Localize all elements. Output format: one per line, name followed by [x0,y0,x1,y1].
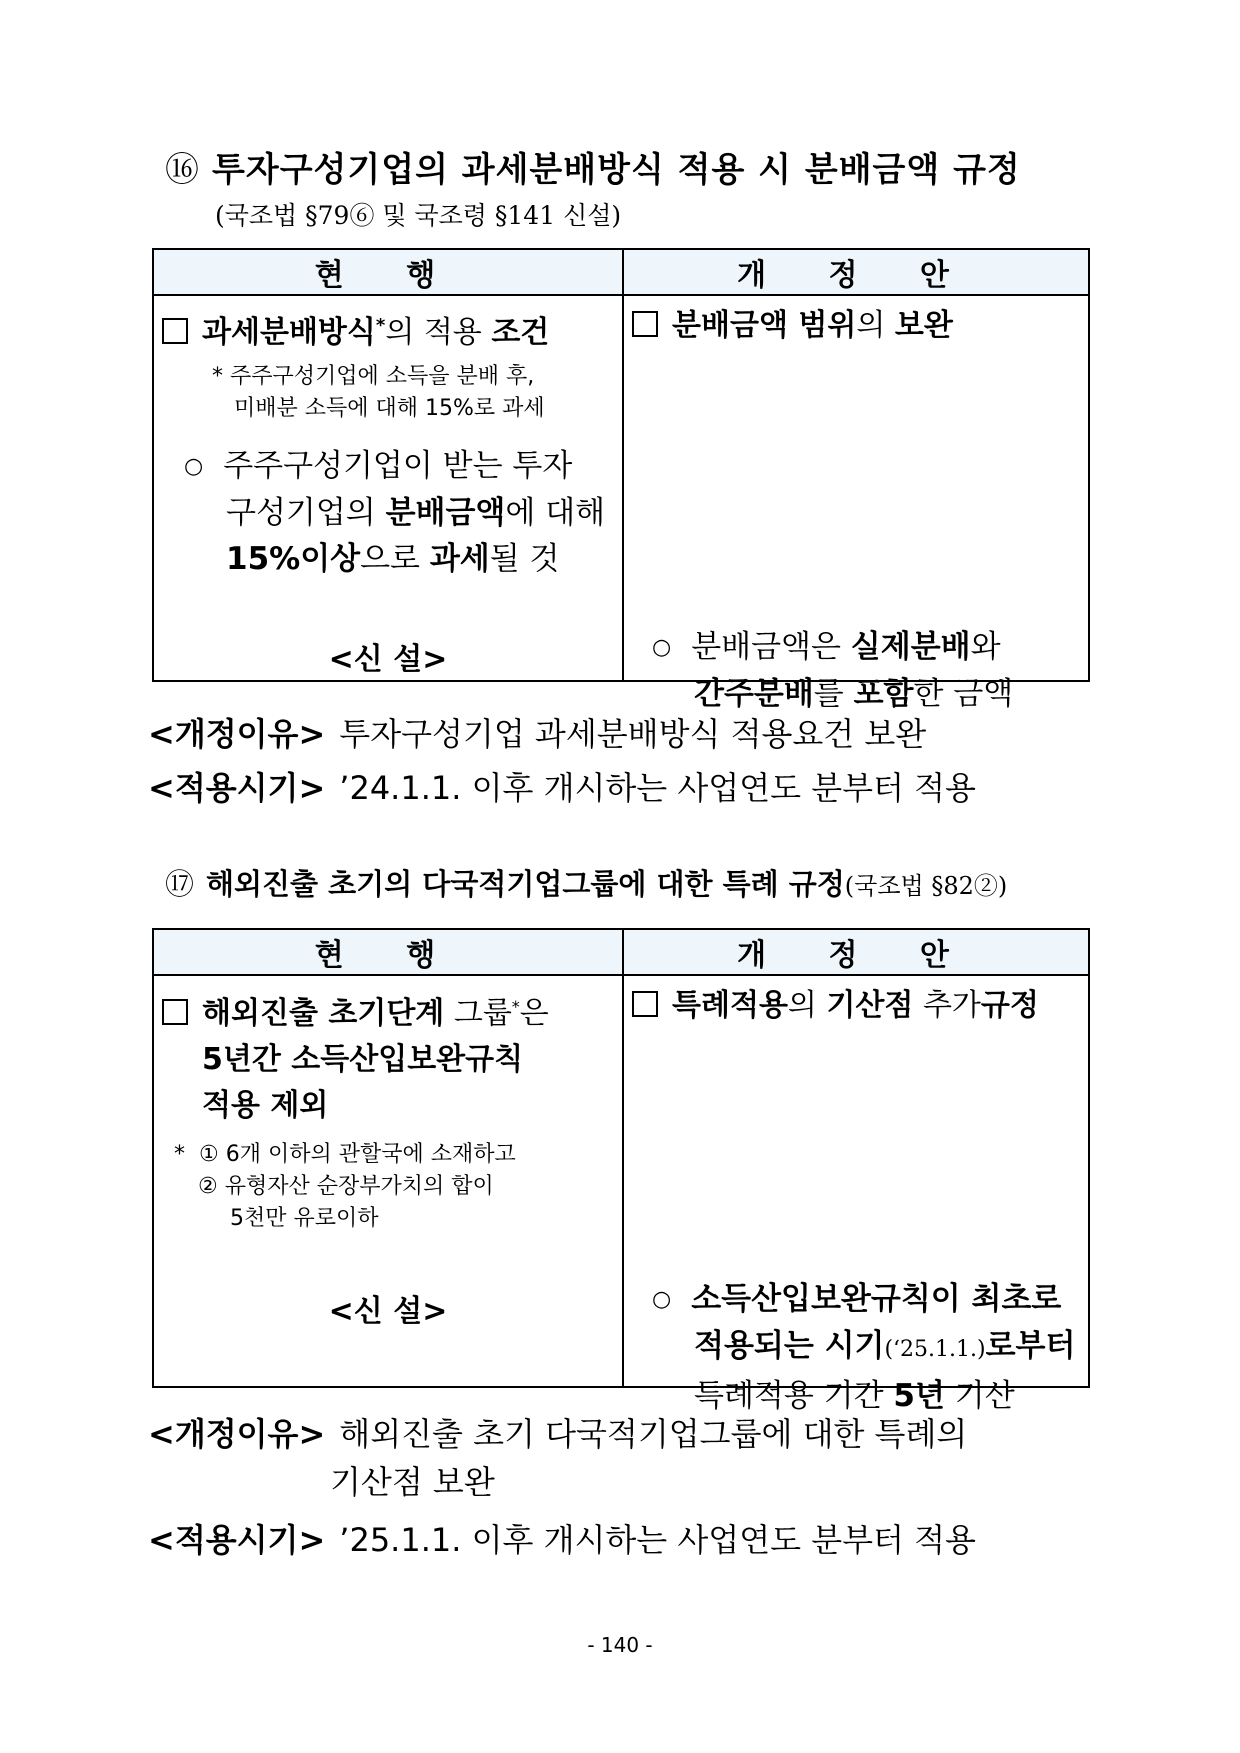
section-17-title [165,862,1007,903]
section-16-title [165,142,1021,191]
proposed-bullet: ○ 소득산입보완규칙이 최초로 적용되는 시기(‘25.1.1.)로부터 특례적용 기간 5년 기산 [652,1281,1076,1414]
proposed-heading: 특례적용의 기산점 추가규정 [632,984,1088,1028]
new-provision-label: <신 설> [328,1294,448,1329]
new-provision-label: <신 설> [328,642,448,677]
proposed-cell [623,295,1089,712]
current-heading: 과세분배방식*의 적용 조건 [162,304,622,355]
checkbox-square-icon [162,318,188,344]
proposed-bullet: ○ 분배금액은 실제분배와 간주분배를 포함한 금액 [652,629,1014,712]
header-current: 현 행 [153,929,623,975]
current-cell [153,295,623,681]
section-17-subtitle: (국조법 §82②) [844,872,1008,900]
current-bullet: ○ 주주구성기업이 받는 투자 구성기업의 분배금액에 대해 15%이상으로 과세될 것 [184,448,606,577]
section-16-number: ⑯ [165,150,200,190]
checkbox-square-icon [162,999,188,1025]
circle-bullet-icon: ○ [184,454,204,479]
section-16-apply: <적용시기> ’24.1.1. 이후 개시하는 사업연도 분부터 적용 [148,769,976,807]
circle-bullet-icon: ○ [652,635,672,660]
header-proposed: 개 정 안 [623,929,1089,975]
section-16-subtitle: (국조법 §79⑥ 및 국조령 §141 신설) [215,201,622,230]
section-17-number: ⑰ [165,867,195,901]
section-17-table [152,928,1090,1414]
circle-bullet-icon: ○ [652,1287,672,1312]
checkbox-square-icon [632,991,658,1017]
page-number: - 140 - [587,1633,653,1657]
proposed-cell [623,975,1089,1414]
section-17-reason: <개정이유> 해외진출 초기 다국적기업그룹에 대한 특례의 기산점 보완 [148,1415,968,1501]
footnote: * ① 6개 이하의 관할국에 소재하고 ② 유형자산 순장부가치의 합이 5천만 유로이하 [174,1142,516,1231]
current-heading: 해외진출 초기단계 그룹*은 5년간 소득산입보완규칙 적용 제외 [162,984,622,1129]
checkbox-square-icon [632,311,658,337]
section-16-reason: <개정이유> 투자구성기업 과세분배방식 적용요건 보완 [148,715,927,753]
footnote: * 주주구성기업에 소득을 분배 후, 미배분 소득에 대해 15%로 과세 [212,364,545,421]
section-17-title-text: 해외진출 초기의 다국적기업그룹에 대한 특례 규정 [206,867,845,901]
proposed-heading: 분배금액 범위의 보완 [632,304,1088,348]
header-current: 현 행 [153,249,623,295]
section-17-apply: <적용시기> ’25.1.1. 이후 개시하는 사업연도 분부터 적용 [148,1521,976,1559]
section-16-table [152,248,1090,712]
current-cell [153,975,623,1387]
section-16-title-text: 투자구성기업의 과세분배방식 적용 시 분배금액 규정 [212,150,1021,190]
header-proposed: 개 정 안 [623,249,1089,295]
